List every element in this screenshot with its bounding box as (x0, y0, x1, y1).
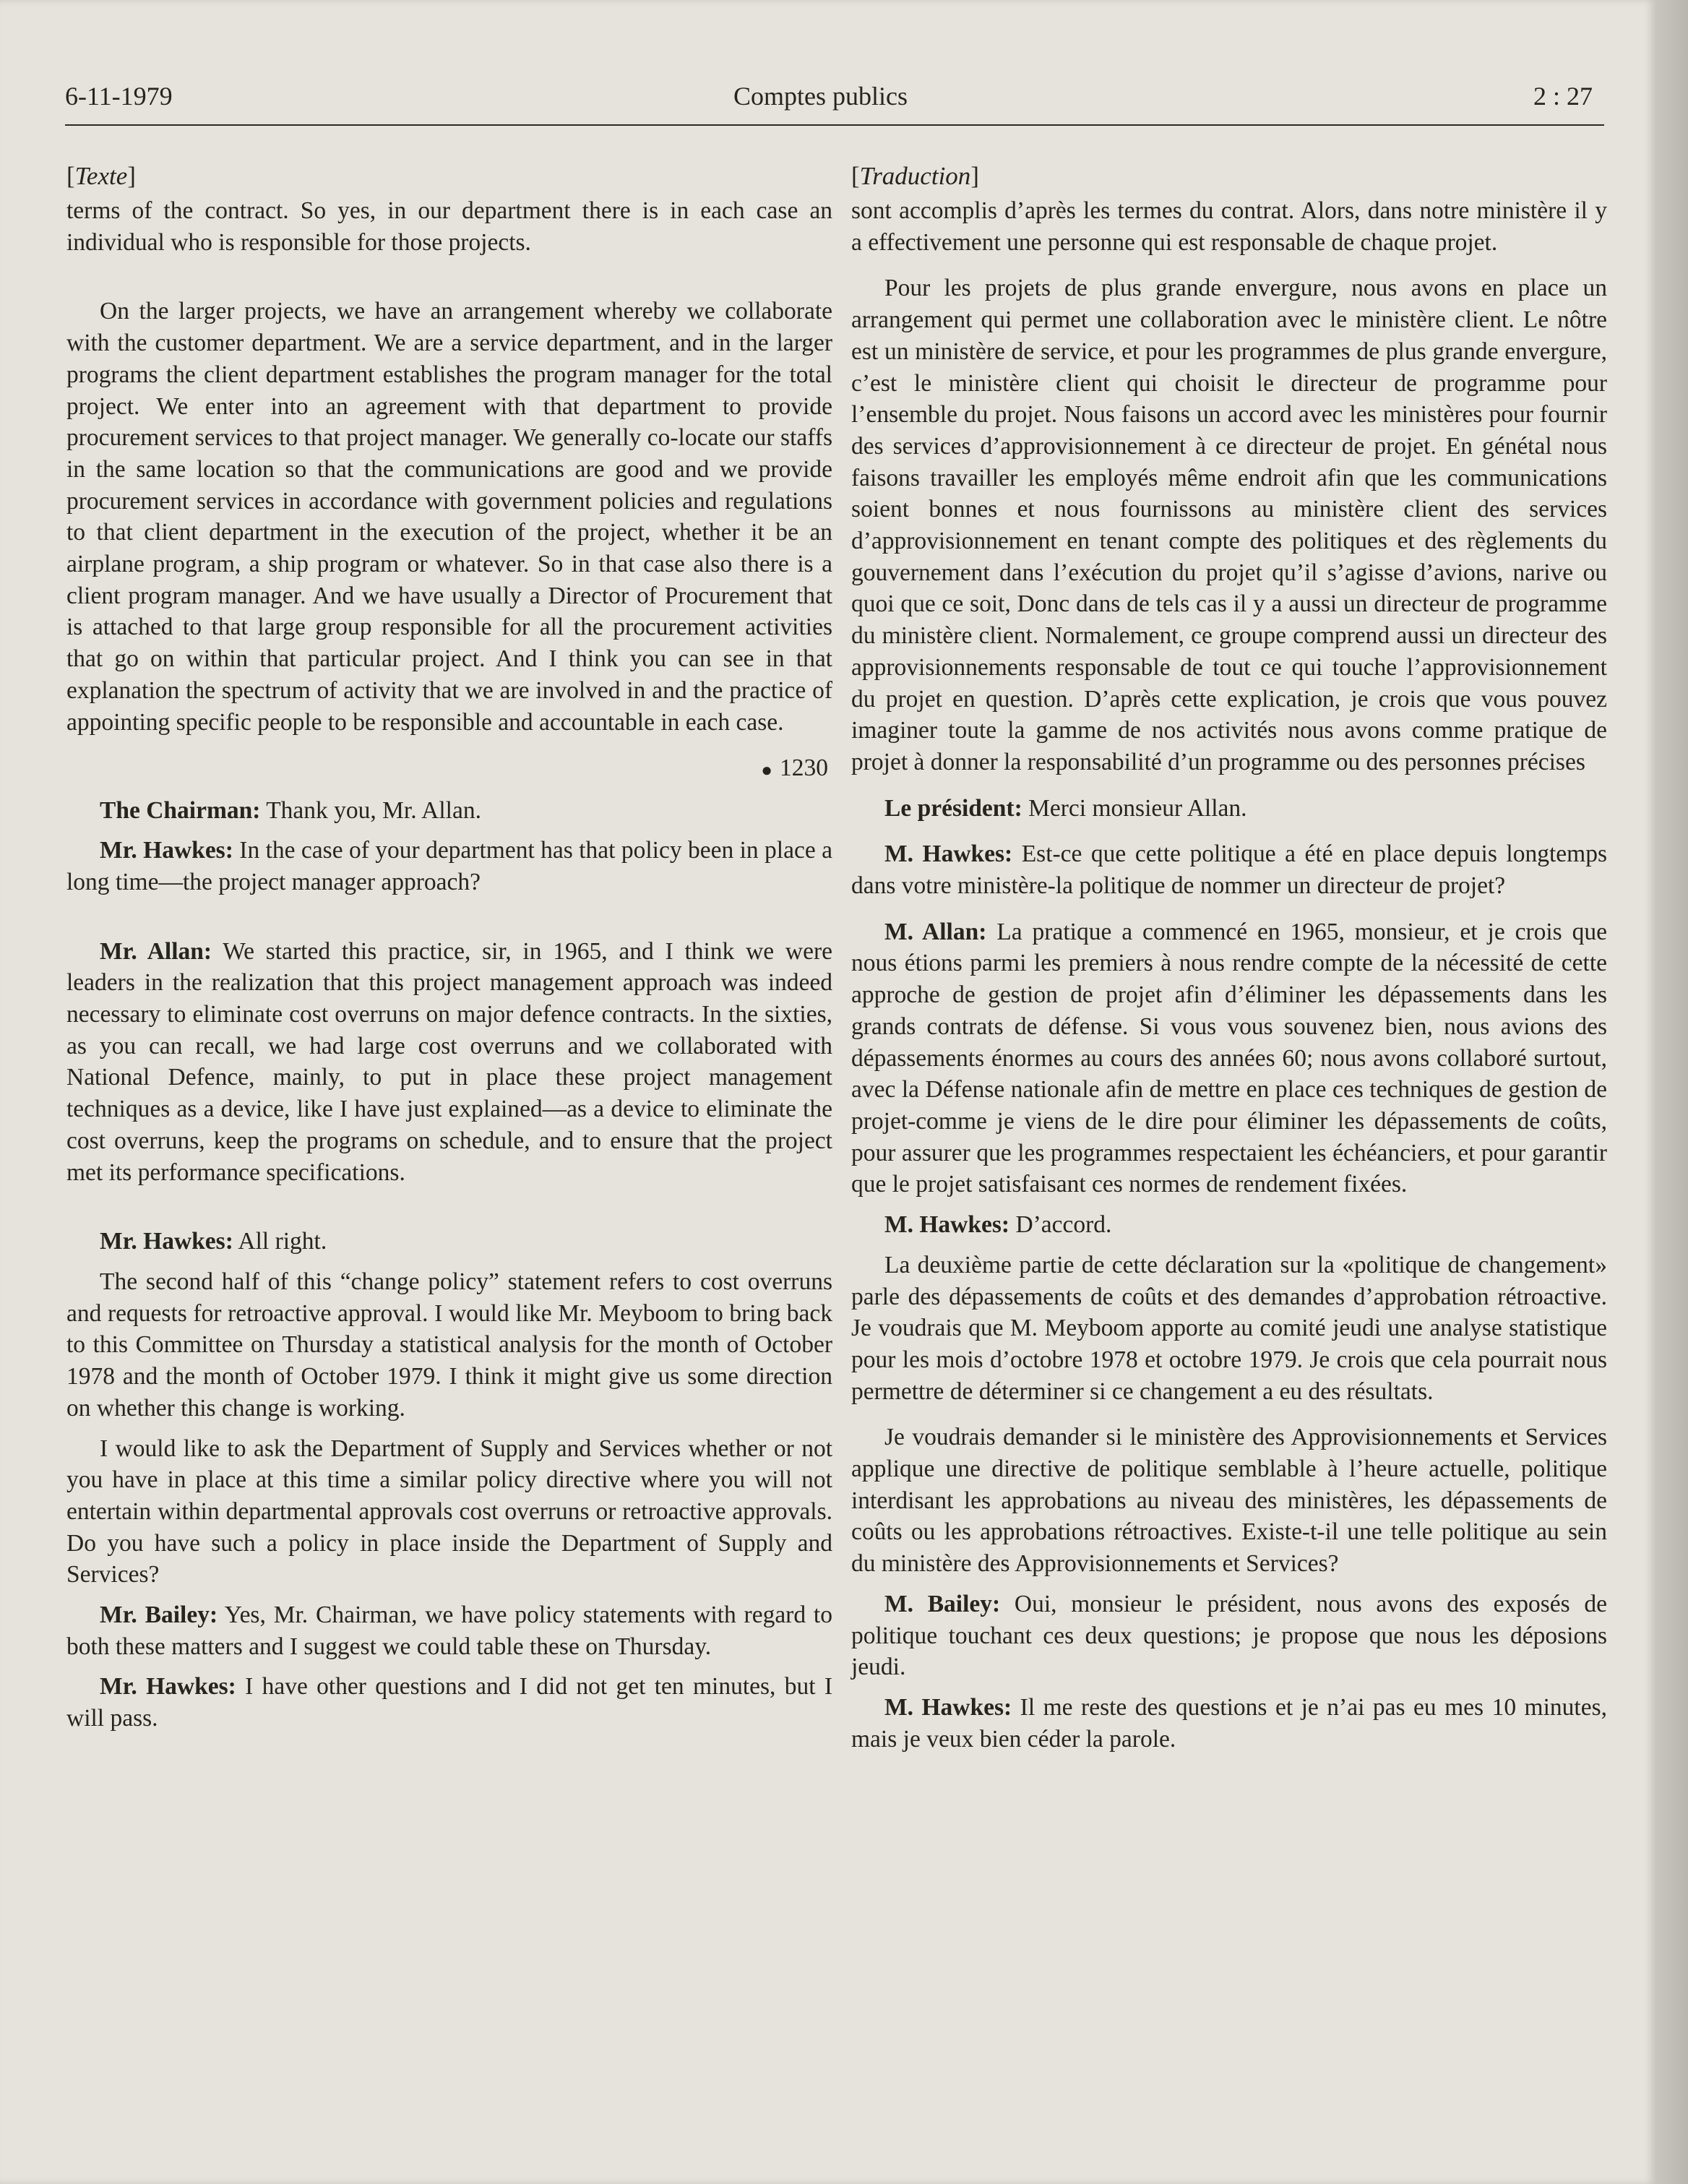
paragraph: I would like to ask the Department of Supply and Services whether or not you have in place at this time a similar policy directive where you will not entertain within departmental approvals cost overruns or retroactive approvals. Do you have such a policy in place inside the Department of Supply and Services? (66, 1435, 832, 1588)
speaker-paragraph (851, 1692, 1607, 1755)
speech-text: We started this practice, sir, in 1965, and I think we were leaders in the realization that this project management approach was indeed necessary to eliminate cost overruns on major defence contracts. In the sixties, as you can recall, we had large cost overruns and we collaborated with National Defence, mainly, to put in place these project management techniques as a device, like I have just explained—as a device to eliminate the cost overruns, keep the programs on schedule, and to ensure that the project met its performance specifications. (66, 937, 832, 1186)
speaker-paragraph (66, 835, 832, 898)
paragraph: La deuxième partie de cette déclaration sur la «politique de changement» parle des dépassements de coûts et des demandes d’approbation rétroactive. Je voudrais que M. Meyboom apporte au comité jeudi une analyse statistique pour les mois d’octobre 1978 et octobre 1979. Je crois que cela pourrait nous permettre de déterminer si ce changement a eu des résultats. (851, 1251, 1607, 1405)
speaker-name: M. Hawkes: (884, 1211, 1010, 1239)
speaker-name: M. Hawkes: (884, 841, 1013, 868)
speaker-paragraph (66, 1599, 832, 1662)
speaker-name: M. Allan: (884, 918, 987, 945)
tag-bracket-open: [ (851, 162, 860, 190)
speech-text: Est-ce que cette politique a été en place depuis longtemps dans votre ministère-la politique de nommer un directeur de projet? (851, 841, 1607, 900)
tag-bracket-open: [ (66, 162, 75, 190)
speech-text: D’accord. (1009, 1211, 1112, 1239)
english-column (66, 160, 832, 1734)
header-title: Comptes publics (733, 82, 908, 111)
speaker-paragraph (66, 936, 832, 1189)
speaker-name: Mr. Bailey: (100, 1602, 218, 1629)
speech-text: I have other questions and I did not get ten minutes, but I will pass. (66, 1673, 832, 1732)
speaker-paragraph (851, 793, 1607, 825)
speaker-paragraph (66, 1226, 832, 1257)
header-date: 6-11-1979 (65, 82, 173, 111)
timestamp-value: 1230 (780, 754, 828, 782)
speaker-paragraph (66, 1671, 832, 1734)
speaker-name: Le président: (884, 794, 1022, 822)
speech-text: La pratique a commencé en 1965, monsieur, et je crois que nous étions parmi les premiers à nous rendre compte de la nécessité de cette approche de gestion de projet afin d’éliminer les dépassements dans les grands contrats de défense. Si vous vous souvenez bien, nous avions des dépassements énormes au cours des années 60; nous avons collaboré surtout, avec la Défense nationale afin de mettre en place ces techniques de gestion de projet-comme je viens de le dire pour éliminer les dépassements de coûts, pour assurer que les programmes respectaient les échéanciers, et pour garantir que le projet satisfaisant ces normes de rendement fixées. (851, 918, 1607, 1198)
header-page-number: 2 : 27 (1533, 82, 1593, 111)
paragraph: Pour les projets de plus grande envergure, nous avons en place un arrangement qui permet une collaboration avec le ministère client. Le nôtre est un ministère de service, et pour les programmes de plus grande envergure, c’est le ministère client qui choisit le directeur de programme pour l’ensemble du projet. Nous faisons un accord avec les ministères pour fournir des services d’approvisionnement à ce directeur de projet. En génétal nous faisons travailler les employés même endroit afin que les communications soient bonnes et nous fournissons au ministère client des services d’approvisionnement en tenant compte des politiques et des règlements du gouvernement dans l’exécution du projet qu’il s’agisse d’avions, narive ou quoi que ce soit, Donc dans de tels cas il y a aussi un directeur de programme du ministère client. Normalement, ce groupe comprend aussi un directeur des approvisionnements responsable de tout ce qui touche l’approvisionnement du projet en question. D’après cette explication, je crois que vous pouvez imaginer toute la gamme de nos activités nous avons comme pratique de projet à donner la responsabilité d’un programme ou des personnes précises (851, 275, 1607, 775)
speaker-name: Mr. Hawkes: (100, 1228, 233, 1255)
speaker-paragraph (66, 795, 832, 827)
speaker-paragraph (851, 838, 1607, 901)
paragraph: On the larger projects, we have an arrangement whereby we collaborate with the customer department. We are a service department, and in the larger programs the client department establishes the program manager for the total project. We enter into an agreement with that department to provide procurement services to that project manager. We generally co-locate our staffs in the same location so that the communications are good and we provide procurement services in accordance with government policies and regulations to that client department in the execution of the project, whether it be an airplane program, a ship program or whatever. So in that case also there is a client program manager. And we have usually a Director of Procurement that is attached to that large group responsible for all the procurement activities that go on within that particular project. And I think you can see in that explanation the spectrum of activity that we are involved in and the practice of appointing specific people to be responsible and accountable in each case. (66, 298, 832, 736)
paragraph: The second half of this “change policy” statement refers to cost overruns and requests for retroactive approval. I would like Mr. Meyboom to bring back to this Committee on Thursday a statistical analysis for the month of October 1978 and the month of October 1979. I think it might give us some direction on whether this change is working. (66, 1268, 832, 1422)
speaker-name: M. Bailey: (884, 1590, 1001, 1617)
language-tag-french (851, 160, 1607, 192)
speaker-paragraph (851, 1209, 1607, 1241)
speaker-name: The Chairman: (100, 796, 261, 824)
speech-text: All right. (233, 1228, 327, 1255)
speech-text: Merci monsieur Allan. (1022, 794, 1247, 822)
paragraph: terms of the contract. So yes, in our department there is in each case an individual who is responsible for those projects. (66, 197, 832, 256)
speech-text: Yes, Mr. Chairman, we have policy statements with regard to both these matters and I suggest we could table these on Thursday. (66, 1602, 832, 1660)
speech-text: In the case of your department has that policy been in place a long time—the project manager approach? (66, 837, 832, 895)
language-tag-english (66, 160, 832, 192)
tag-bracket-close: ] (970, 162, 979, 190)
speaker-name: M. Hawkes: (884, 1693, 1012, 1721)
speaker-name: Mr. Hawkes: (100, 837, 233, 864)
speech-text: Il me reste des questions et je n’ai pas eu mes 10 minutes, mais je veux bien céder la parole. (851, 1693, 1608, 1753)
page-edge (1655, 0, 1688, 2184)
tag-label: Traduction (859, 162, 971, 190)
speaker-paragraph (851, 1588, 1607, 1683)
speech-text: Oui, monsieur le président, nous avons des exposés de politique touchant ces deux questions; je propose que nous les déposions jeudi. (851, 1590, 1607, 1681)
paragraph: sont accomplis d’après les termes du contrat. Alors, dans notre ministère il y a effectivement une personne qui est responsable de chaque projet. (851, 197, 1607, 256)
french-column (851, 160, 1607, 1755)
bullet-icon: ● (761, 759, 772, 781)
header-rule (65, 124, 1604, 126)
speaker-paragraph (851, 916, 1607, 1200)
tag-label: Texte (74, 162, 128, 190)
tag-bracket-close: ] (127, 162, 136, 190)
timestamp (66, 752, 832, 786)
speaker-name: Mr. Hawkes: (100, 1673, 236, 1701)
speaker-name: Mr. Allan: (100, 937, 212, 965)
paragraph: Je voudrais demander si le ministère des Approvisionnements et Services applique une directive de politique semblable à l’heure actuelle, politique interdisant les approbations au niveau des ministères, les dépassements de coûts ou les approbations rétroactives. Existe-t-il une telle politique au sein du ministère des Approvisionnements et Services? (851, 1424, 1607, 1578)
speech-text: Thank you, Mr. Allan. (260, 796, 481, 824)
